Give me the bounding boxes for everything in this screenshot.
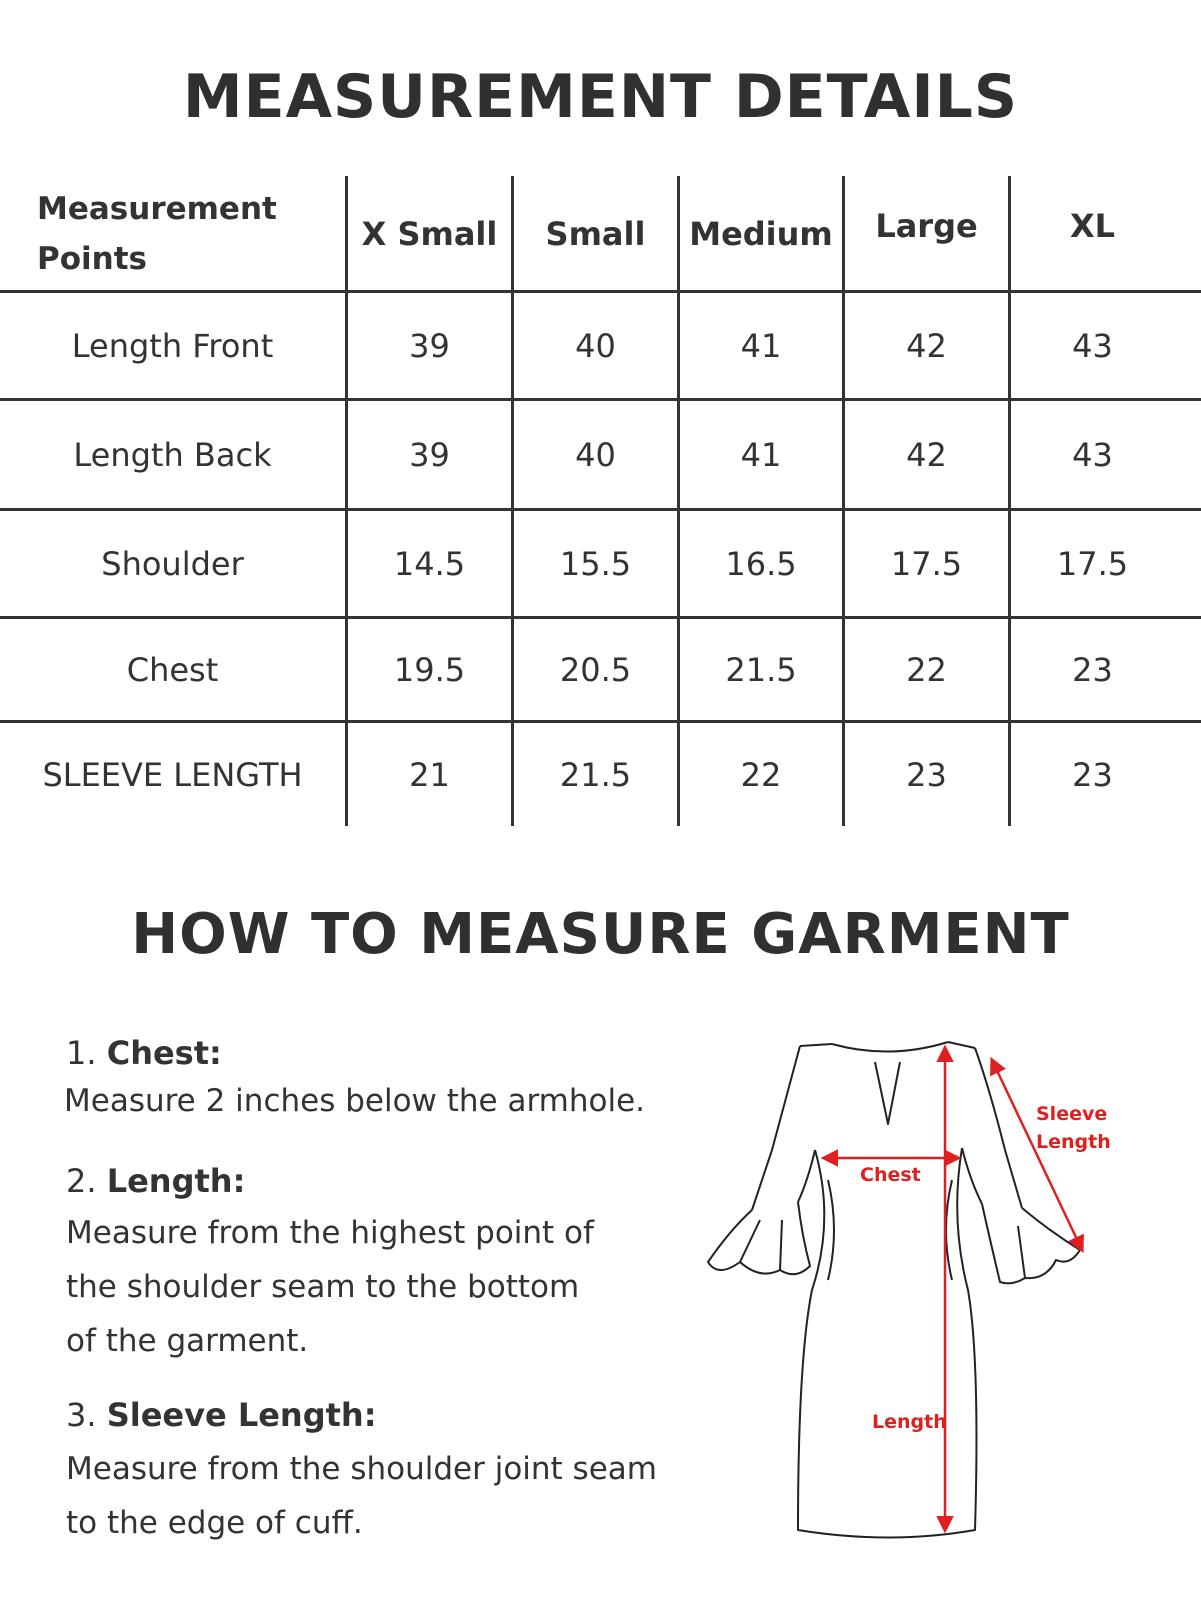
step-text-line: Measure 2 inches below the armhole. [64, 1083, 646, 1119]
table-cell: 23 [1072, 755, 1113, 794]
length-label: Length [872, 1411, 947, 1433]
table-cell: 41 [740, 435, 782, 474]
table-cell: 42 [906, 326, 947, 365]
table-cell: 22 [906, 650, 947, 689]
step-label: Chest: [106, 1034, 222, 1072]
step-sleeve-description [66, 1442, 657, 1550]
table-cell: 42 [906, 435, 947, 474]
table-cell: 39 [409, 326, 450, 365]
table-cell: 23 [906, 755, 947, 794]
header-size-small: Small [545, 215, 646, 253]
step-length-heading [66, 1162, 245, 1200]
row-label-shoulder: Shoulder [101, 544, 244, 583]
step-label: Length: [106, 1162, 246, 1200]
table-cell: 19.5 [393, 650, 466, 689]
table-cell: 41 [740, 326, 782, 365]
table-cell: 17.5 [890, 544, 963, 583]
step-number: 3. [66, 1396, 97, 1434]
step-text-line: to the edge of cuff. [66, 1505, 363, 1541]
table-cell: 15.5 [559, 544, 632, 583]
row-label-sleeve-length: SLEEVE LENGTH [42, 755, 303, 794]
step-chest-heading [66, 1034, 222, 1072]
dress-outline [708, 1042, 1080, 1538]
header-size-medium: Medium [689, 215, 833, 253]
header-size-xsmall: X Small [361, 215, 498, 253]
step-text-line: Measure from the shoulder joint seam [66, 1451, 657, 1487]
table-cell: 40 [575, 435, 616, 474]
garment-diagram [700, 1030, 1130, 1550]
step-number: 2. [66, 1162, 97, 1200]
table-cell: 43 [1072, 326, 1113, 365]
table-cell: 14.5 [393, 544, 466, 583]
step-sleeve-heading [66, 1396, 376, 1434]
header-size-xl: XL [1069, 207, 1116, 245]
how-to-measure-title: HOW TO MEASURE GARMENT [131, 902, 1070, 967]
table-cell: 22 [740, 755, 782, 794]
header-size-large: Large [875, 207, 978, 245]
row-label-chest: Chest [126, 650, 219, 689]
page-title: MEASUREMENT DETAILS [182, 62, 1019, 132]
row-label-length-front: Length Front [71, 326, 274, 365]
step-text-line: of the garment. [66, 1323, 309, 1359]
table-cell: 40 [575, 326, 616, 365]
table-cell: 21 [409, 755, 450, 794]
step-text-line: the shoulder seam to the bottom [66, 1269, 580, 1305]
step-number: 1. [66, 1034, 97, 1072]
step-text-line: Measure from the highest point of [66, 1215, 594, 1251]
table-cell: 39 [409, 435, 450, 474]
step-length-description [66, 1206, 594, 1368]
table-cell: 20.5 [559, 650, 632, 689]
sleeve-label-line2: Length [1036, 1131, 1111, 1153]
header-measurement-points: Measurement Points [37, 191, 277, 277]
step-label: Sleeve Length: [106, 1396, 377, 1434]
table-cell: 16.5 [725, 544, 797, 583]
sleeve-label-line1: Sleeve [1036, 1103, 1108, 1125]
row-label-length-back: Length Back [73, 435, 272, 474]
table-cell: 23 [1072, 650, 1113, 689]
table-cell: 43 [1072, 435, 1113, 474]
chest-label: Chest [860, 1164, 921, 1186]
step-chest-description [64, 1074, 645, 1128]
table-cell: 21.5 [559, 755, 632, 794]
table-cell: 21.5 [725, 650, 797, 689]
table-cell: 17.5 [1056, 544, 1129, 583]
